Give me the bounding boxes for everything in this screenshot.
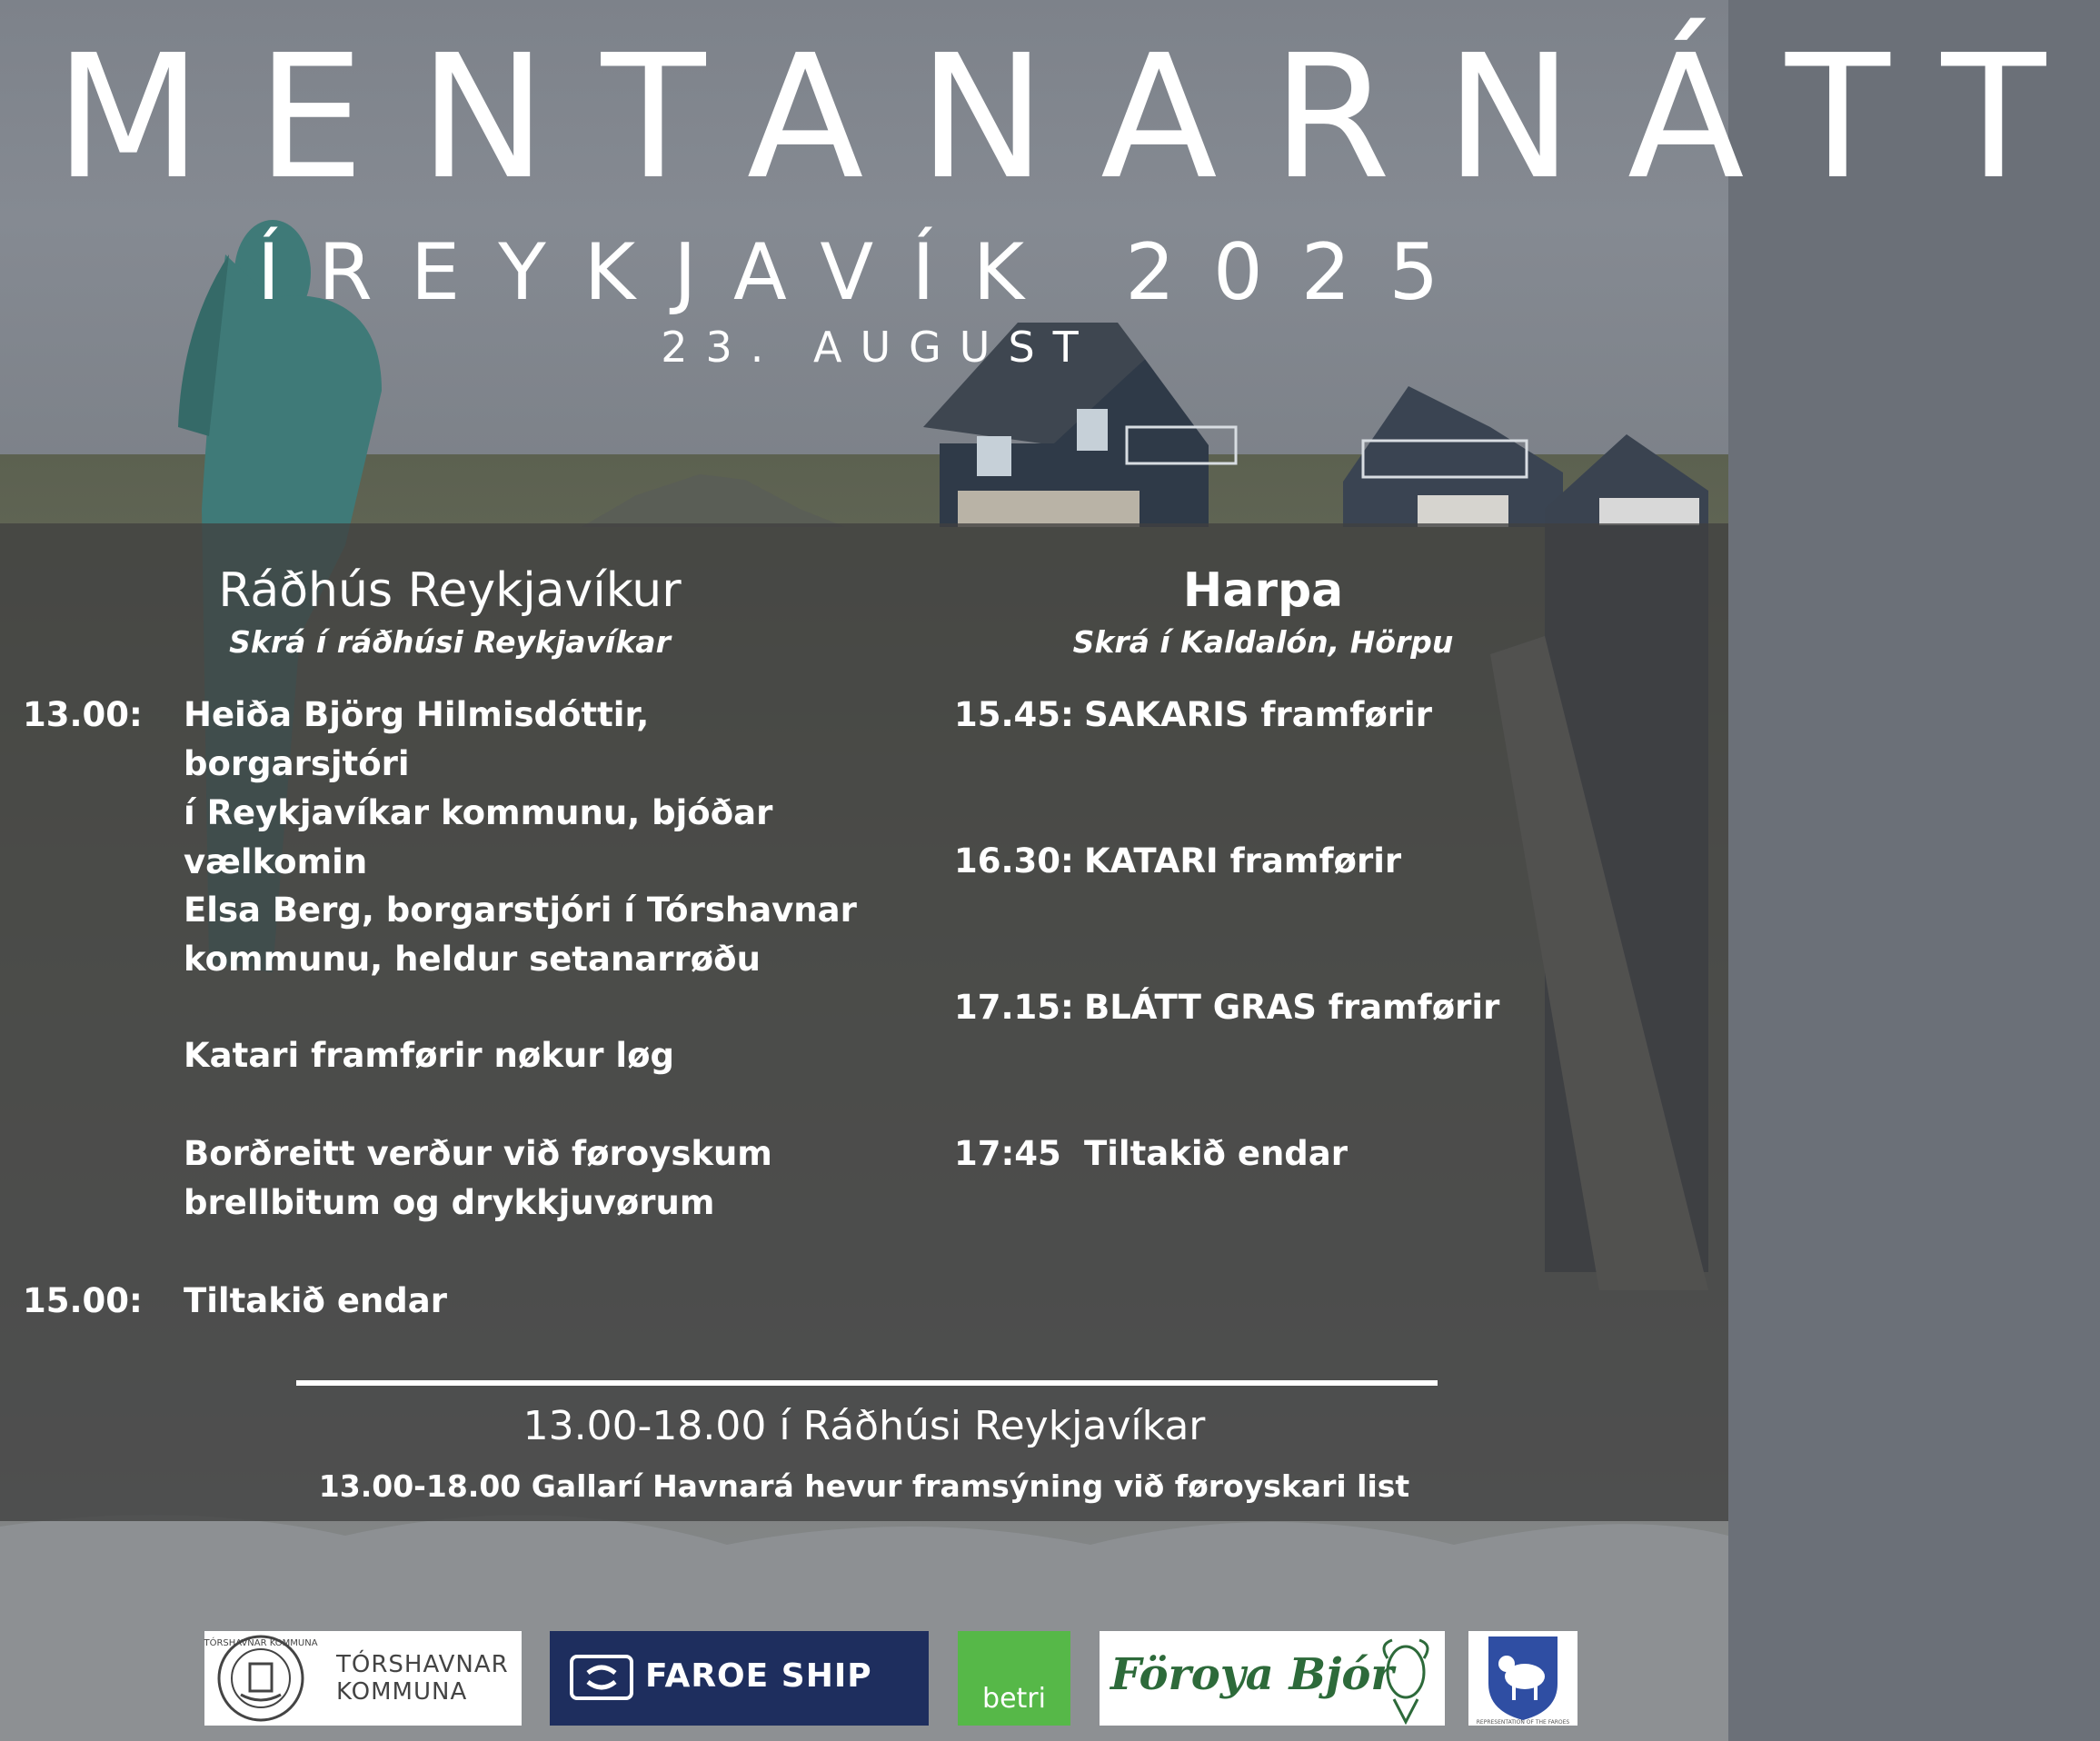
- right-item-4-line-1: Tiltakið endar: [1084, 1134, 1348, 1173]
- right-item-1-time: 15.45:: [954, 695, 1074, 734]
- left-item-2-line-1: Elsa Berg, borgarstjóri í Tórshavnar: [184, 890, 857, 930]
- left-item-5-time: 15.00:: [23, 1281, 143, 1320]
- right-item-3-time: 17.15:: [954, 988, 1074, 1027]
- left-item-1-time: 13.00:: [23, 695, 143, 734]
- venue-right: [1000, 559, 1527, 662]
- venue-right-sub: Skrá í Kaldalón, Hörpu: [1072, 624, 1454, 660]
- torshavn-line-2: KOMMUNA: [336, 1678, 468, 1706]
- footer-line-1: 13.00-18.00 í Ráðhúsi Reykjavíkar: [523, 1403, 1206, 1449]
- right-item-2-line-1: KATARI framførir: [1084, 841, 1402, 880]
- betri-text: betri: [982, 1683, 1046, 1715]
- faroe-ship-logo: [550, 1631, 929, 1726]
- right-item-2-time: 16.30:: [954, 841, 1074, 880]
- left-item-4-line-2: brellbitum og drykkjuvørum: [184, 1183, 715, 1222]
- faroes-representation-logo: [1468, 1631, 1577, 1726]
- faroes-ram-shield-icon: [1468, 1631, 1577, 1726]
- faroe-ship-text: FAROE SHIP: [645, 1657, 872, 1695]
- right-item-3-line-1: BLÁTT GRAS framførir: [1084, 988, 1500, 1027]
- event-title: MENTANARNÁTT: [55, 18, 2100, 217]
- betri-logo: [958, 1631, 1070, 1726]
- faroes-representation-text: REPRESENTATION OF THE FAROES: [1476, 1719, 1570, 1726]
- torshavn-seal-text: TÓRSHAVNAR KOMMUNA: [204, 1638, 318, 1648]
- event-date: 23. AUGUST: [661, 323, 1097, 372]
- venue-left: [109, 559, 791, 662]
- ram-head-icon: [1374, 1631, 1438, 1726]
- right-item-4-time: 17:45: [954, 1134, 1061, 1173]
- right-item-1-line-1: SAKARIS framførir: [1084, 695, 1432, 734]
- footer-line-2: 13.00-18.00 Gallarí Havnará hevur framsýning við føroyskari list: [318, 1468, 1410, 1504]
- left-item-2-line-2: kommunu, heldur setanarrøðu: [184, 940, 761, 979]
- foroya-bjor-text: Föroya Bjór: [1110, 1649, 1394, 1700]
- left-schedule-item-1: [0, 691, 872, 881]
- divider-line: [296, 1380, 1438, 1386]
- house-right: [1343, 386, 1563, 527]
- left-item-5-line-1: Tiltakið endar: [184, 1281, 447, 1320]
- venue-right-name: Harpa: [1182, 563, 1344, 618]
- left-item-1-line-3: vælkomin: [184, 842, 368, 881]
- left-item-1-line-1: Heiða Björg Hilmisdóttir, borgarsjtóri: [184, 695, 650, 783]
- left-item-4-line-1: Borðreitt verður við føroyskum: [184, 1134, 772, 1173]
- venue-left-name: Ráðhús Reykjavíkur: [218, 563, 682, 618]
- event-subtitle: ÍREYKJAVÍK 2025: [256, 227, 1478, 318]
- torshavn-line-1: TÓRSHAVNAR: [336, 1651, 509, 1678]
- mountain-peak: [582, 474, 845, 527]
- left-item-1-line-2: í Reykjavíkar kommunu, bjóðar: [184, 793, 773, 832]
- left-item-3-line-1: Katari framførir nøkur løg: [184, 1036, 674, 1075]
- torshavnar-kommuna-logo: [204, 1631, 522, 1726]
- venue-left-sub: Skrá í ráðhúsi Reykjavíkar: [229, 624, 671, 660]
- foroya-bjor-logo: [1100, 1631, 1445, 1726]
